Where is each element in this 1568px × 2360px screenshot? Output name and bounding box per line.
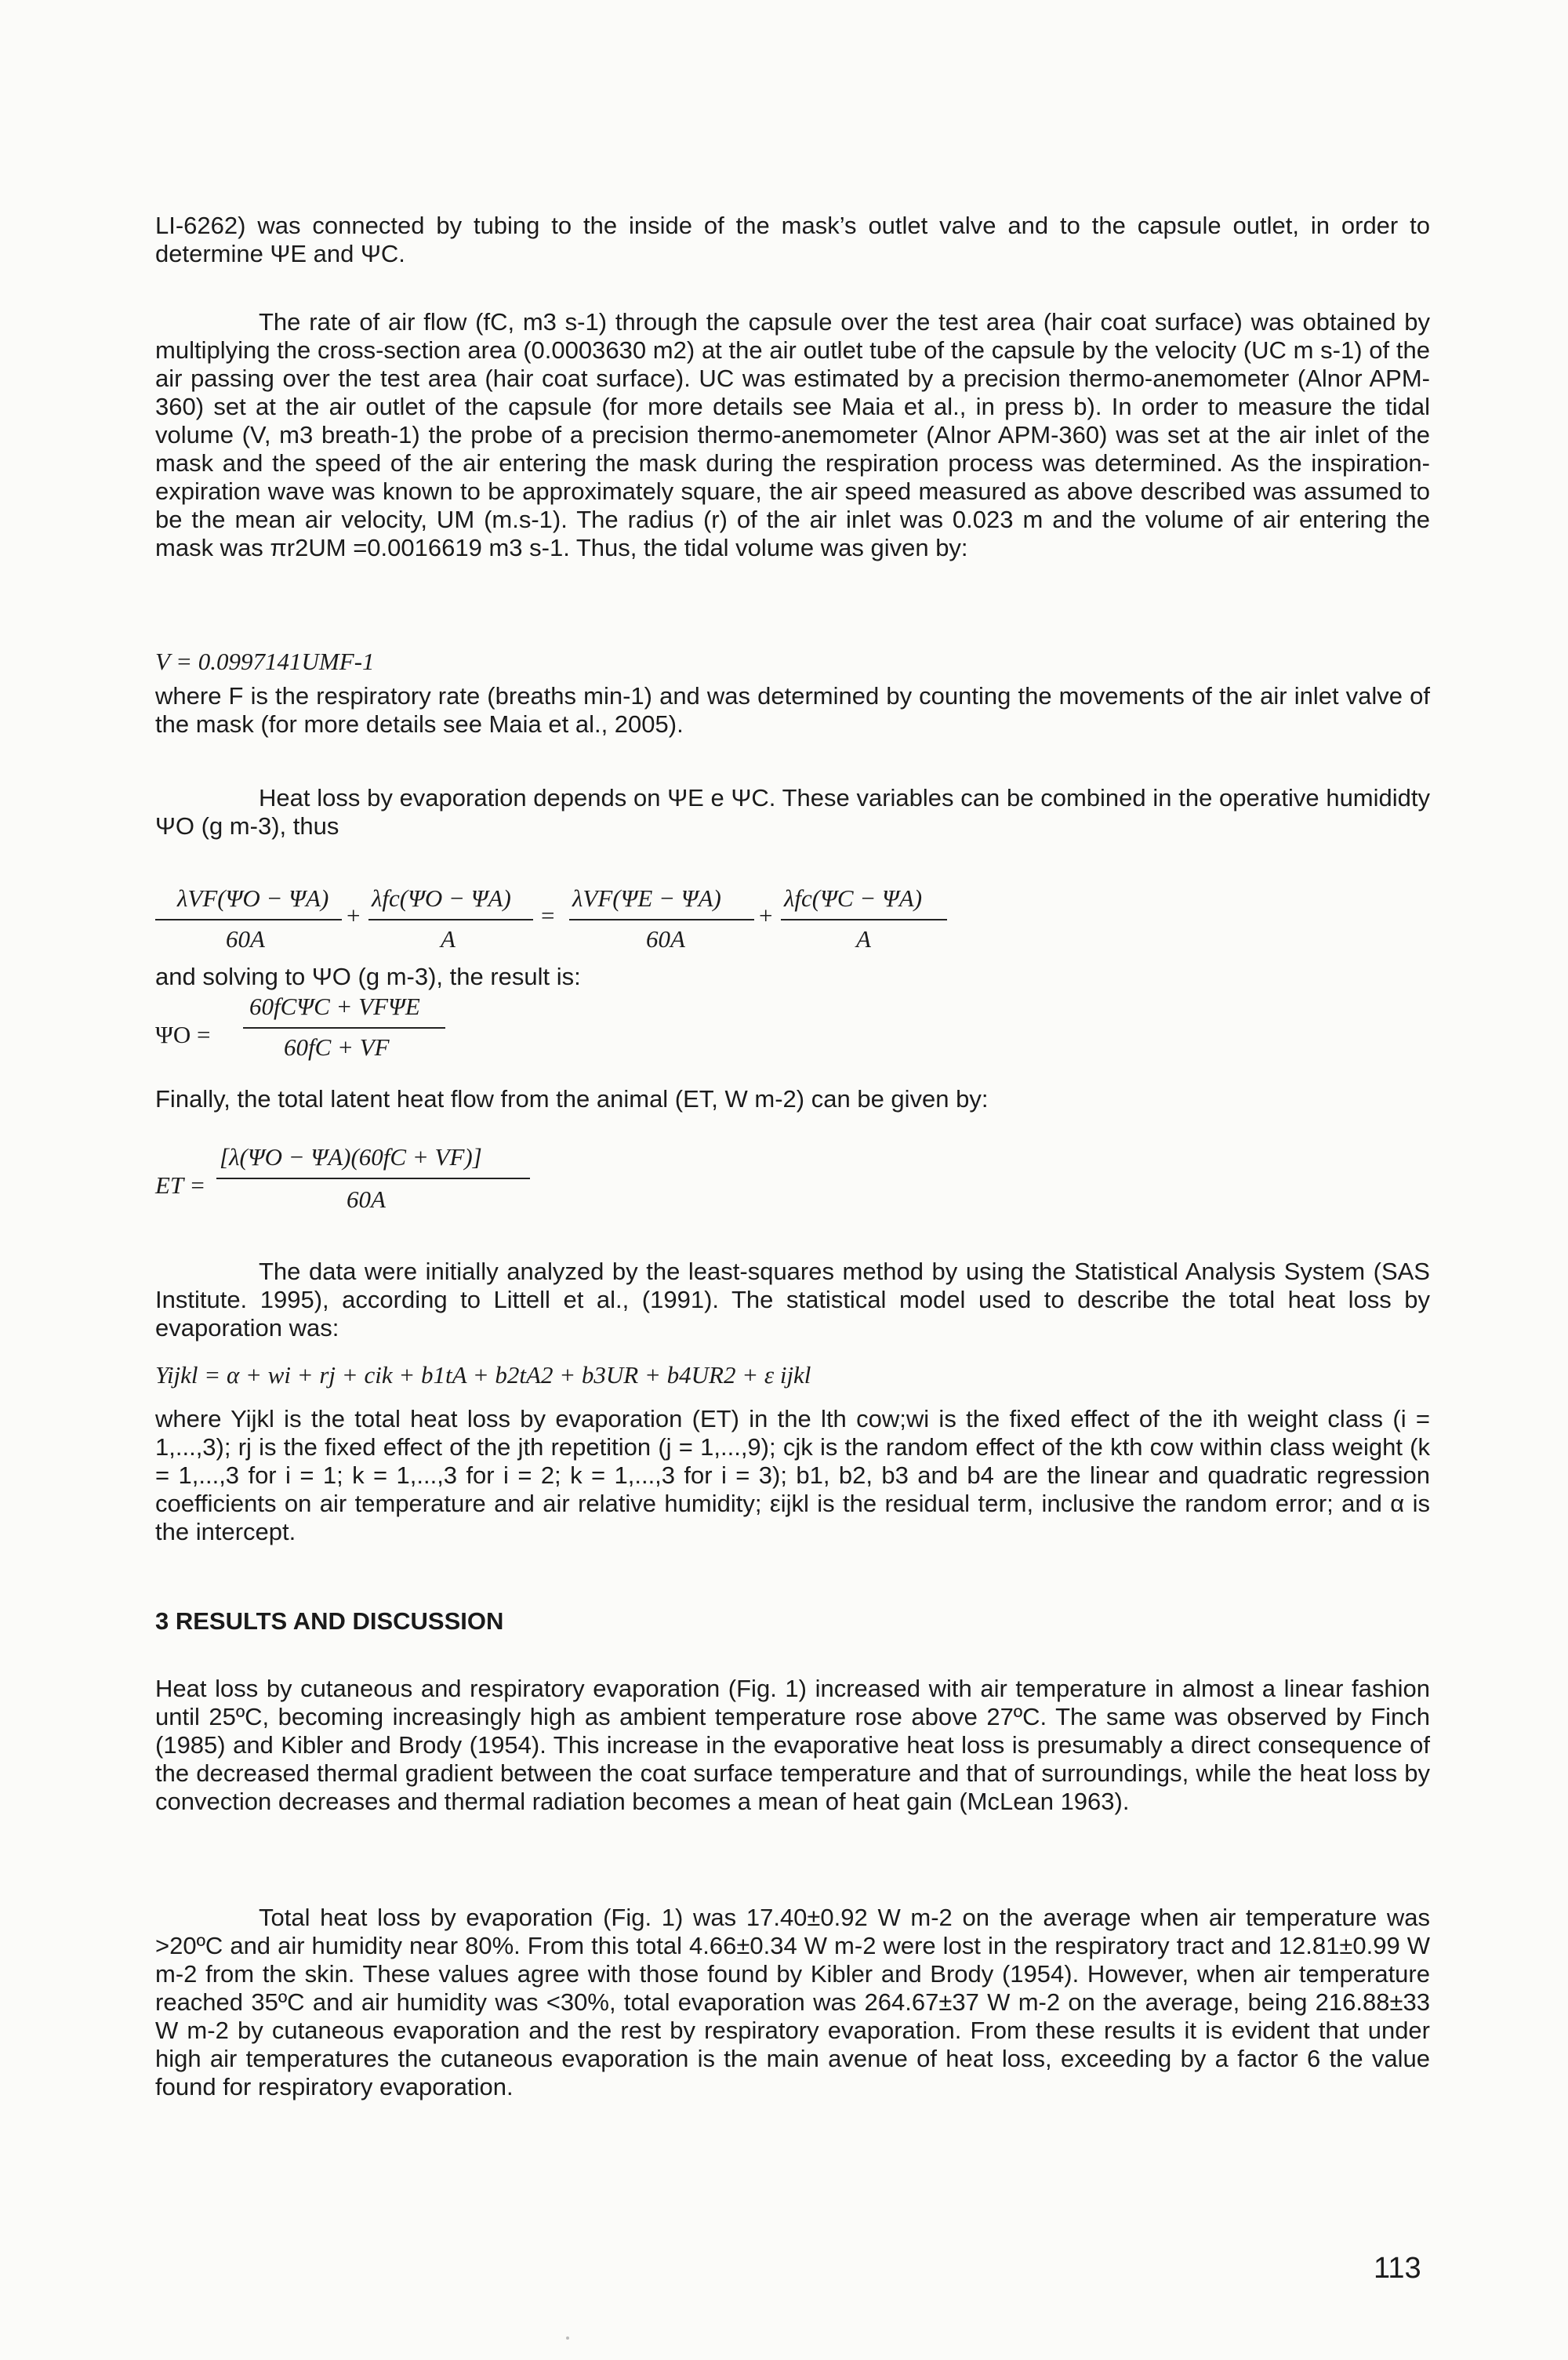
equation-tidal-volume: V = 0.0997141UMF-1 [155,648,375,675]
fraction-bar [368,919,533,920]
page-number: 113 [1374,2252,1421,2285]
balance-numerator-3: λVF(ΨE − ΨA) [572,884,721,912]
paragraph-solving: and solving to ΨO (g m-3), the result is: [155,963,581,990]
fraction-bar [155,919,342,920]
balance-numerator-4: λfc(ΨC − ΨA) [784,884,923,912]
et-denominator: 60A [347,1185,386,1213]
fraction-bar [243,1027,445,1029]
section-heading: 3 RESULTS AND DISCUSSION [155,1607,504,1635]
psi-o-lhs: ΨO = [155,1021,211,1048]
balance-numerator-1: λVF(ΨO − ΨA) [177,884,329,912]
balance-denominator-3: 60A [646,925,685,953]
paragraph-intro: LI-6262) was connected by tubing to the inside of the mask’s outlet valve and to the capsule outlet, in order to determine ΨE and ΨC. [155,212,1430,267]
balance-numerator-2: λfc(ΨO − ΨA) [372,884,511,912]
fraction-bar [216,1178,530,1179]
balance-denominator-4: A [856,925,871,953]
psi-o-denominator: 60fC + VF [284,1033,390,1061]
scan-speck [566,2336,569,2340]
paragraph-operative-humidity: Heat loss by evaporation depends on ΨE e ΨC. These variables can be combined in the operative humididty ΨO (g m-3), thus [155,784,1430,840]
equals-sign: = [541,902,555,929]
paragraph-statistics: The data were initially analyzed by the least-squares method by using the Statistical Analysis System (SAS Institute. 1995), according to Littell et al., (1991). The statistical model used to describe the total heat loss by evaporation was: [155,1258,1430,1342]
equation-statistical-model: Yijkl = α + wi + rj + cik + b1tA + b2tA2 + b3UR + b4UR2 + ε ijkl [155,1361,811,1389]
fraction-bar [569,919,754,920]
plus-sign: + [759,902,773,929]
plus-sign: + [347,902,361,929]
et-numerator: [λ(ΨO − ΨA)(60fC + VF)] [220,1143,482,1171]
paragraph-latent-heat: Finally, the total latent heat flow from the animal (ET, W m-2) can be given by: [155,1085,989,1113]
psi-o-numerator: 60fCΨC + VFΨE [249,993,420,1020]
balance-denominator-1: 60A [226,925,265,953]
balance-denominator-2: A [441,925,456,953]
et-lhs: ET = [155,1171,206,1199]
paragraph-air-flow: The rate of air flow (fC, m3 s-1) through the capsule over the test area (hair coat surface) was obtained by multiplying the cross-section area (0.0003630 m2) at the air outlet tube of the capsule by the velocity (UC m s-1) of the air passing over the test area (hair coat surface). UC was estimated by a precision thermo-anemometer (Alnor APM-360) set at the air outlet of the capsule (for more details see Maia et al., in press b). In order to measure the tidal volume (V, m3 breath-1) the probe of a precision thermo-anemometer (Alnor APM-360) was set at the air inlet of the mask and the speed of the air entering the mask during the respiration process was determined. As the inspiration-expiration wave was known to be approximately square, the air speed measured as above described was assumed to be the mean air velocity, UM (m.s-1). The radius (r) of the air inlet was 0.023 m and the volume of air entering the mask was πr2UM =0.0016619 m3 s-1. Thus, the tidal volume was given by: [155,308,1430,561]
paragraph-respiratory-rate: where F is the respiratory rate (breaths min-1) and was determined by counting the movements of the air inlet valve of the mask (for more details see Maia et al., 2005). [155,682,1430,738]
paragraph-results: Heat loss by cutaneous and respiratory evaporation (Fig. 1) increased with air temperature in almost a linear fashion until 25ºC, becoming increasingly high as ambient temperature rose above 27ºC. The same was observed by Finch (1985) and Kibler and Brody (1954). This increase in the evaporative heat loss is presumably a direct consequence of the decreased thermal gradient between the coat surface temperature and that of surroundings, while the heat loss by convection decreases and thermal radiation becomes a mean of heat gain (McLean 1963). [155,1675,1430,1815]
paragraph-totals: Total heat loss by evaporation (Fig. 1) was 17.40±0.92 W m-2 on the average when air temperature was >20ºC and air humidity near 80%. From this total 4.66±0.34 W m-2 were lost in the respiratory tract and 12.81±0.99 W m-2 from the skin. These values agree with those found by Kibler and Brody (1954). However, when air temperature reached 35ºC and air humidity was <30%, total evaporation was 264.67±37 W m-2 on the average, being 216.88±33 W m-2 by cutaneous evaporation and the rest by respiratory evaporation. From these results it is evident that under high air temperatures the cutaneous evaporation is the main avenue of heat loss, exceeding by a factor 6 the value found for respiratory evaporation. [155,1904,1430,2100]
paragraph-model-terms: where Yijkl is the total heat loss by evaporation (ET) in the lth cow;wi is the fixed effect of the ith weight class (i = 1,...,3); rj is the fixed effect of the jth repetition (j = 1,...,9); cjk is the random effect of the kth cow within class weight (k = 1,...,3 for i = 1; k = 1,...,3 for i = 2; k = 1,...,3 for i = 3); b1, b2, b3 and b4 are the linear and quadratic regression coefficients on air temperature and air relative humidity; εijkl is the residual term, inclusive the random error; and α is the intercept. [155,1405,1430,1545]
fraction-bar [781,919,947,920]
